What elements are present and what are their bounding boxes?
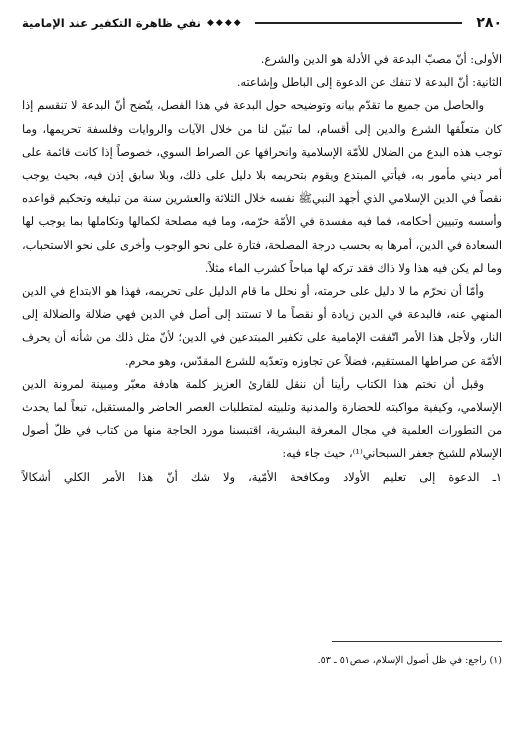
- paragraph-summary: والحاصل من جميع ما تقدّم بيانه وتوضيحه حول البدعة في هذا الفصل، يتّضح أنّ البدعة لا تنقسم إذا كان متعلّقها الشرع والدين إلى أقسام، لما تبيّن لنا من خلال الآيات والروايات وفلسفة تحريمها، وما توجب هذه البدع من الضلال للأمّة الإسلامية وانحرافها عن الصراط السوي، خصوصاً إذا كانت قائمة على أمر ديني مأمور به، فيأتي المبتدع ويقوم بتحريمه بلا دليل على ذلك، وبلا سابق إذن فيه، بحيث يوجب نقصاً في الدين الإسلامي الذي أجهد النبيﷺ نفسه خلال الثلاثة والعشرين سنة من تبليغه وتحكيم قواعده وأسسه وتبيين أحكامه، فما فيه مفسدة في الأمّة حرّمه، وما فيه مصلحة لكمالها وتكاملها بما يوجب لها السعادة في الدين، أمرها به بحسب درجة المصلحة، فتارة على نحو الوجوب وأخرى على نحو الاستحباب، وما لم يكن فيه هذا ولا ذاك فقد تركه لها مباحاً كشرب الماء مثلاً.: [22, 99, 502, 275]
- paragraph-conclusion-intro: وقبل أن نختم هذا الكتاب رأينا أن ننقل للقارئ العزيز كلمة هادفة معبّر ومبينة لمرونة الدين الإسلامي، وكيفية مواكبته للحضارة والمدنية وتلبيته لمتطلبات العصر الحاضر والمستقبل، تبعاً لما يحدث من التطورات العلمية في مجال المعرفة البشرية، اقتبسنا مورد الحاجة منها من كتاب في ظلّ أصول الإسلام للشيخ جعفر السبحاني⁽¹⁾، حيث جاء فيه:: [22, 377, 502, 461]
- running-header: [22, 12, 502, 34]
- page-number: ٢٨٠: [476, 15, 502, 31]
- diamond-ornament-icon: ◆◆◆◆: [207, 18, 243, 28]
- paragraph-list-item-1: ١ـ الدعوة إلى تعليم الأولاد ومكافحة الأمّية، ولا شك أنّ هذا الأمر الكلي أشكالاً: [22, 470, 502, 484]
- paragraph-second-point: الثانية: أنّ البدعة لا تنفك عن الدعوة إلى الباطل وإشاعته.: [236, 76, 502, 90]
- footnote: (١) راجع: في ظل أصول الإسلام، صص٥١ ـ ٥٣.: [317, 655, 502, 666]
- running-title: نفي ظاهرة التكفير عند الإمامية: [22, 16, 202, 30]
- footnote-separator: [332, 641, 502, 642]
- header-rule: [255, 22, 463, 24]
- paragraph-innovation: وأمّا أن نحرّم ما لا دليل على حرمته، أو نحلل ما قام الدليل على تحريمه، فهذا هو الابتداع في الدين المنهي عنه، فالبدعة في الدين زيادة أو نقصاً ما لا تستند إلى أصل في الدين فهي ضلالة والضلالة إلى النار، ولأجل هذا الأمر اتّفقت الإمامية على تكفير المبتدعين في الدين؛ لأنّ مثل ذلك من شأنه أن يحرف الأمّة عن صراطها المستقيم، فضلاً عن تجاوزه وتعدّيه للشرع المقدّس، وهو محرم.: [22, 285, 502, 368]
- paragraph-first-point: الأولى: أنّ مصبّ البدعة في الأدلة هو الدين والشرع.: [260, 53, 502, 66]
- main-text: [22, 48, 502, 489]
